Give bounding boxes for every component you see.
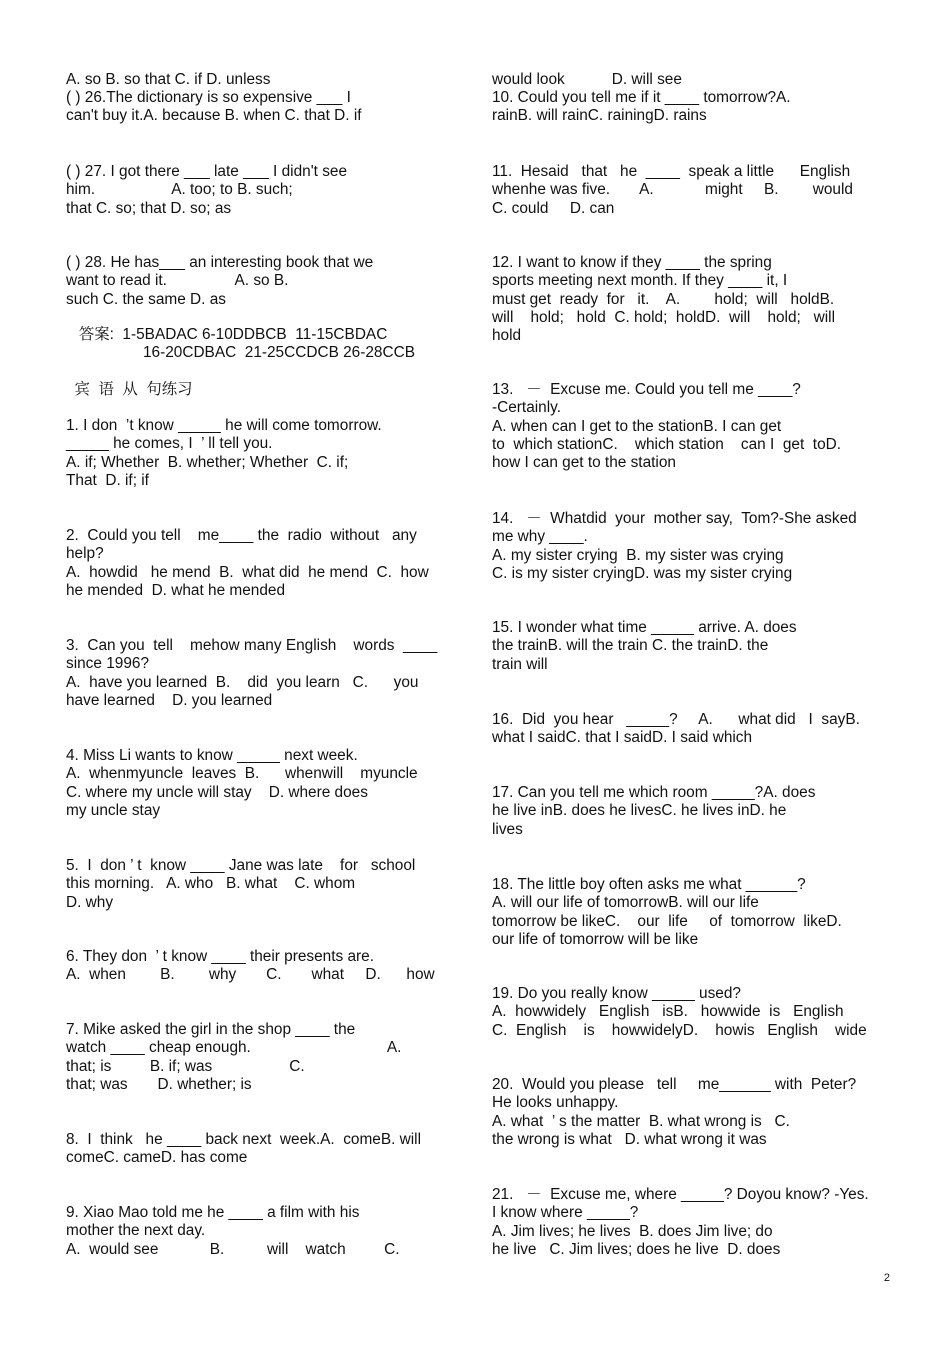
text-line: that; is B. if; was C. bbox=[66, 1057, 305, 1075]
text-line: 20. Would you please tell me______ with Peter? bbox=[492, 1076, 857, 1093]
text-line: A. whenmyuncle leaves B. whenwill myuncle bbox=[66, 765, 418, 783]
text-line: 17. Can you tell me which room _____?A. does bbox=[492, 784, 816, 801]
text-line: 18. The little boy often asks me what ______? bbox=[492, 876, 806, 893]
question-block bbox=[66, 417, 382, 490]
question-block bbox=[492, 619, 797, 674]
question-block bbox=[66, 747, 418, 820]
text-line: must get ready for it. A. hold; will holdB. bbox=[492, 290, 835, 308]
text-line: that; was D. whether; is bbox=[66, 1075, 252, 1093]
question-block bbox=[66, 89, 362, 126]
text-line: sports meeting next month. If they ____ it, I bbox=[492, 272, 788, 290]
text-line: He looks unhappy. bbox=[492, 1094, 619, 1112]
text-line: 1. I don ’t know _____ he will come tomorrow. bbox=[66, 417, 382, 434]
text-line: 10. Could you tell me if it ____ tomorrow?A. bbox=[492, 89, 791, 106]
text-line: 8. I think he ____ back next week.A. comeB. will bbox=[66, 1131, 422, 1148]
text-line: have learned D. you learned bbox=[66, 691, 273, 709]
text-line: A. when B. why C. what D. how bbox=[66, 966, 435, 984]
text-line: C. is my sister cryingD. was my sister crying bbox=[492, 564, 793, 582]
question-block bbox=[66, 163, 347, 218]
question-block bbox=[492, 89, 791, 126]
text-line: 3. Can you tell mehow many English words ____ bbox=[66, 637, 438, 654]
text-line: can't buy it.A. because B. when C. that D. if bbox=[66, 107, 362, 125]
text-line: our life of tomorrow will be like bbox=[492, 930, 699, 948]
question-block bbox=[492, 1186, 869, 1259]
question-block bbox=[492, 876, 842, 949]
answer-key bbox=[66, 326, 415, 363]
text-line: 13. － Excuse me. Could you tell me ____? bbox=[492, 381, 801, 398]
text-line: ( ) 27. I got there ___ late ___ I didn't see bbox=[66, 163, 348, 180]
text-line: D. why bbox=[66, 893, 114, 911]
text-line: A. what ’ s the matter B. what wrong is C. bbox=[492, 1112, 790, 1130]
text-line: hold bbox=[492, 327, 522, 345]
text-line: A. howwidely English isB. howwide is English bbox=[492, 1003, 844, 1021]
text-line: A. my sister crying B. my sister was crying bbox=[492, 546, 784, 564]
text-line: 12. I want to know if they ____ the spring bbox=[492, 254, 772, 271]
question-block bbox=[66, 71, 270, 89]
text-line: 4. Miss Li wants to know _____ next week. bbox=[66, 747, 358, 764]
question-block bbox=[492, 254, 835, 345]
question-block bbox=[492, 985, 867, 1040]
text-line: ( ) 26.The dictionary is so expensive ___ I bbox=[66, 89, 351, 106]
text-line: C. could D. can bbox=[492, 199, 615, 217]
text-line: 19. Do you really know _____ used? bbox=[492, 985, 741, 1002]
text-line: such C. the same D. as bbox=[66, 290, 226, 308]
question-block bbox=[66, 254, 373, 309]
text-line: C. English is howwidelyD. howis English wide bbox=[492, 1021, 867, 1039]
text-line: that C. so; that D. so; as bbox=[66, 199, 232, 217]
text-line: A. would see B. will watch C. bbox=[66, 1240, 400, 1258]
question-block bbox=[66, 637, 437, 710]
text-line: tomorrow be likeC. our life of tomorrow likeD. bbox=[492, 912, 842, 930]
question-block bbox=[66, 527, 429, 600]
text-line: 宾 语 从 句练习 bbox=[66, 381, 193, 398]
page-number: 2 bbox=[883, 1272, 890, 1284]
question-block bbox=[492, 711, 860, 748]
text-line: he live inB. does he livesC. he lives inD. he bbox=[492, 802, 787, 820]
text-line: what I saidC. that I saidD. I said which bbox=[492, 729, 753, 747]
text-line: him. A. too; to B. such; bbox=[66, 181, 293, 199]
question-block bbox=[66, 1204, 400, 1259]
text-line: mother the next day. bbox=[66, 1222, 206, 1240]
text-line: A. when can I get to the stationB. I can get bbox=[492, 417, 782, 435]
text-line: 5. I don ’ t know ____ Jane was late for school bbox=[66, 857, 416, 874]
question-block bbox=[66, 1021, 401, 1094]
text-line: 14. － Whatdid your mother say, Tom?-She asked bbox=[492, 510, 857, 527]
text-line: the trainB. will the train C. the trainD. the bbox=[492, 637, 769, 655]
text-line: A. have you learned B. did you learn C. you bbox=[66, 673, 419, 691]
text-line: my uncle stay bbox=[66, 801, 161, 819]
text-line: this morning. A. who B. what C. whom bbox=[66, 875, 356, 893]
text-line: I know where _____? bbox=[492, 1204, 639, 1222]
text-line: 11. Hesaid that he ____ speak a little English bbox=[492, 163, 851, 180]
question-block bbox=[492, 71, 682, 89]
text-line: That D. if; if bbox=[66, 471, 149, 489]
text-line: me why ____. bbox=[492, 528, 588, 546]
text-line: _____ he comes, I ’ ll tell you. bbox=[66, 435, 273, 453]
text-line: rainB. will rainC. rainingD. rains bbox=[492, 107, 707, 125]
text-line: A. if; Whether B. whether; Whether C. if; bbox=[66, 453, 349, 471]
text-line: A. Jim lives; he lives B. does Jim live; do bbox=[492, 1222, 773, 1240]
text-line: would look D. will see bbox=[492, 71, 682, 88]
text-line: to which stationC. which station can I get toD. bbox=[492, 435, 842, 453]
text-line: the wrong is what D. what wrong it was bbox=[492, 1130, 767, 1148]
text-line: watch ____ cheap enough. A. bbox=[66, 1039, 402, 1057]
text-line: A. will our life of tomorrowB. will our life bbox=[492, 894, 759, 912]
question-block bbox=[492, 163, 853, 218]
text-line: help? bbox=[66, 545, 104, 563]
text-line: 16. Did you hear _____? A. what did I sayB. bbox=[492, 711, 860, 728]
text-line: A. howdid he mend B. what did he mend C. how bbox=[66, 563, 429, 581]
text-line: comeC. cameD. has come bbox=[66, 1149, 248, 1167]
text-line: lives bbox=[492, 820, 523, 838]
text-line: 7. Mike asked the girl in the shop ____ the bbox=[66, 1021, 356, 1038]
text-line: will hold; hold C. hold; holdD. will hold; will bbox=[492, 308, 836, 326]
text-line: 21. － Excuse me, where _____? Doyou know? -Yes. bbox=[492, 1186, 869, 1203]
text-line: whenhe was five. A. might B. would bbox=[492, 181, 853, 199]
text-line: 答案: 1-5BADAC 6-10DDBCB 11-15CBDAC bbox=[66, 326, 388, 343]
question-block bbox=[492, 510, 857, 583]
text-line: 16-20CDBAC 21-25CCDCB 26-28CCB bbox=[66, 344, 415, 362]
question-block bbox=[66, 857, 415, 912]
text-line: -Certainly. bbox=[492, 399, 561, 417]
text-line: C. where my uncle will stay D. where does bbox=[66, 783, 368, 801]
text-line: ( ) 28. He has___ an interesting book that we bbox=[66, 254, 374, 271]
text-line: want to read it. A. so B. bbox=[66, 272, 289, 290]
question-block bbox=[66, 1131, 421, 1168]
text-line: 6. They don ’ t know ____ their presents are. bbox=[66, 948, 374, 965]
text-line: 15. I wonder what time _____ arrive. A. does bbox=[492, 619, 797, 636]
text-line: 9. Xiao Mao told me he ____ a film with his bbox=[66, 1204, 360, 1221]
section-title bbox=[66, 381, 193, 399]
text-line: he live C. Jim lives; does he live D. does bbox=[492, 1240, 781, 1258]
text-line: train will bbox=[492, 655, 548, 673]
text-line: since 1996? bbox=[66, 655, 150, 673]
text-line: how I can get to the station bbox=[492, 454, 676, 472]
text-line: 2. Could you tell me____ the radio without any bbox=[66, 527, 417, 544]
text-line: A. so B. so that C. if D. unless bbox=[66, 71, 271, 88]
question-block bbox=[492, 381, 841, 472]
question-block bbox=[66, 948, 435, 985]
question-block bbox=[492, 784, 815, 839]
text-line: he mended D. what he mended bbox=[66, 581, 286, 599]
question-block bbox=[492, 1076, 856, 1149]
